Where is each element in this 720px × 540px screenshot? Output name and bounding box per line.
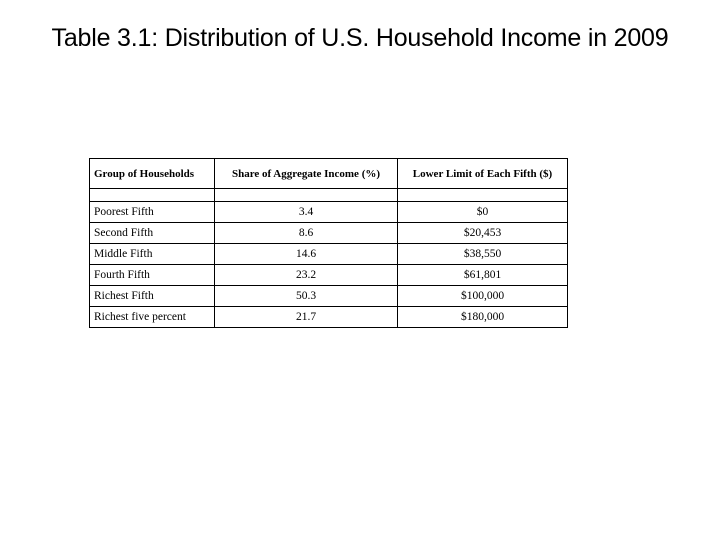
cell-lower-limit: $61,801 (398, 265, 568, 286)
table-row (90, 286, 568, 307)
cell-group: Middle Fifth (90, 244, 215, 265)
cell-share: 8.6 (215, 223, 398, 244)
cell-group: Poorest Fifth (90, 202, 215, 223)
page-title: Table 3.1: Distribution of U.S. Household Income in 2009 (51, 24, 669, 52)
column-header-group: Group of Households (90, 159, 215, 189)
cell-group: Fourth Fifth (90, 265, 215, 286)
table-row (90, 307, 568, 328)
cell-group: Second Fifth (90, 223, 215, 244)
cell-share: 3.4 (215, 202, 398, 223)
cell-share: 14.6 (215, 244, 398, 265)
table-spacer-row (90, 189, 568, 202)
table-row (90, 223, 568, 244)
cell-lower-limit: $180,000 (398, 307, 568, 328)
cell-group: Richest Fifth (90, 286, 215, 307)
cell-lower-limit: $0 (398, 202, 568, 223)
cell-share: 23.2 (215, 265, 398, 286)
cell-lower-limit: $100,000 (398, 286, 568, 307)
cell-lower-limit: $38,550 (398, 244, 568, 265)
table-row (90, 244, 568, 265)
cell-share: 50.3 (215, 286, 398, 307)
column-header-lower-limit: Lower Limit of Each Fifth ($) (398, 159, 568, 189)
column-header-share: Share of Aggregate Income (%) (215, 159, 398, 189)
income-distribution-table (89, 158, 568, 328)
table-row (90, 202, 568, 223)
table-header-row (90, 159, 568, 189)
cell-share: 21.7 (215, 307, 398, 328)
cell-group: Richest five percent (90, 307, 215, 328)
table-row (90, 265, 568, 286)
cell-lower-limit: $20,453 (398, 223, 568, 244)
